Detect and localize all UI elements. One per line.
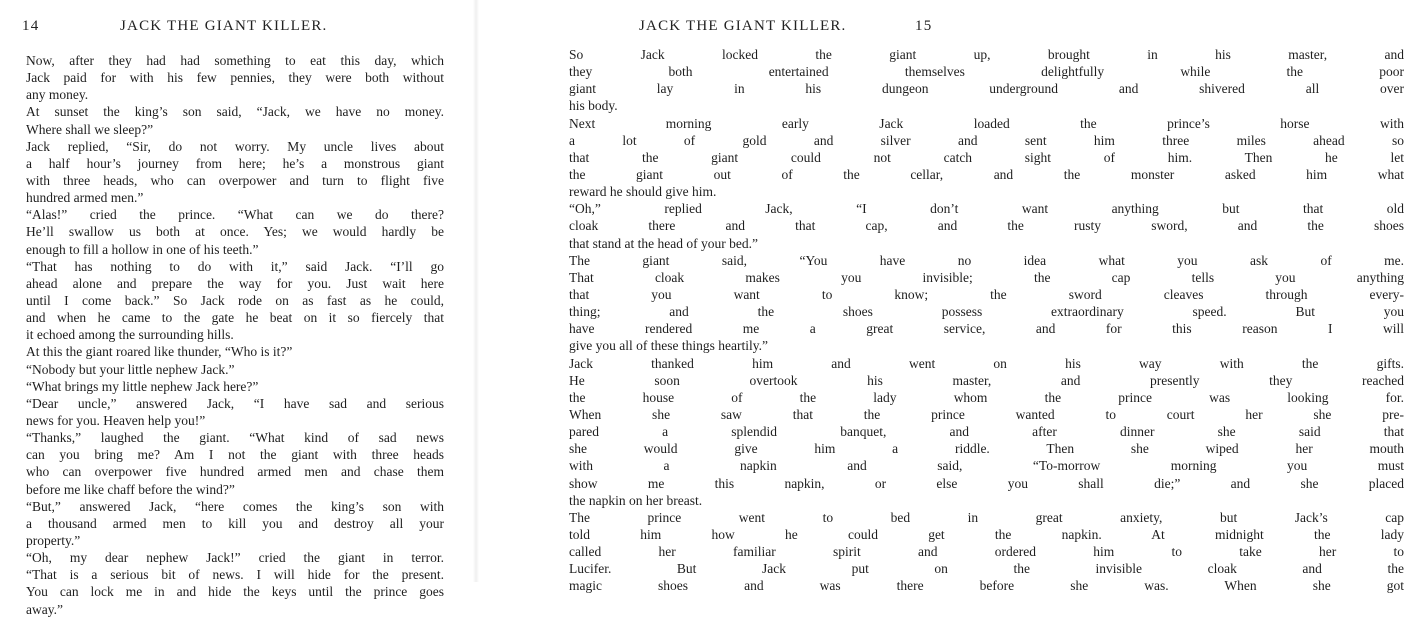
text-line: and when he came to the gate he beat on it so fiercely that	[26, 310, 444, 326]
text-line: called her familiar spirit and ordered him to take her to	[569, 544, 1404, 560]
text-line: Jack paid for with his few pennies, they were both without	[26, 70, 444, 86]
text-line: a half hour’s journey from here; he’s a monstrous giant	[26, 155, 444, 171]
text-line: the napkin on her breast.	[569, 492, 703, 508]
text-line: that stand at the head of your bed.”	[569, 235, 758, 251]
text-line: At this the giant roared like thunder, “Who is it?”	[26, 344, 293, 360]
text-line: “Nobody but your little nephew Jack.”	[26, 361, 235, 377]
text-line: with three heads, who can overpower and turn to flight five	[26, 172, 444, 188]
page-number: 15	[915, 18, 933, 34]
text-line: his body.	[569, 98, 618, 114]
left-page	[0, 0, 476, 617]
text-line: giant lay in his dungeon underground and shivered all over	[569, 81, 1404, 97]
text-line: Next morning early Jack loaded the prince’s horse with	[569, 115, 1404, 131]
text-line: give you all of these things heartily.”	[569, 338, 768, 354]
text-line: it echoed among the surrounding hills.	[26, 327, 234, 343]
text-line: a thousand armed men to kill you and destroy all your	[26, 515, 444, 531]
text-line: He’ll swallow us both at once. Yes; we would hardly be	[26, 224, 444, 240]
text-line: pared a splendid banquet, and after dinner she said that	[569, 424, 1404, 440]
text-line: she would give him a riddle. Then she wiped her mouth	[569, 441, 1404, 457]
text-line: “Alas!” cried the prince. “What can we do there?	[26, 207, 444, 223]
running-head: JACK THE GIANT KILLER.	[120, 18, 328, 34]
text-line: cloak there and that cap, and the rusty sword, and the shoes	[569, 218, 1404, 234]
text-line: “Oh, my dear nephew Jack!” cried the giant in terror.	[26, 550, 444, 566]
text-line: with a napkin and said, “To-morrow morning you must	[569, 458, 1404, 474]
text-line: You can lock me in and hide the keys until the prince goes	[26, 584, 444, 600]
text-line: He soon overtook his master, and presently they reached	[569, 372, 1404, 388]
text-line: news for you. Heaven help you!”	[26, 412, 206, 428]
text-line: “Oh,” replied Jack, “I don’t want anything but that old	[569, 201, 1404, 217]
text-line: until I come back.” So Jack rode on as fast as he could,	[26, 292, 444, 308]
text-line: “But,” answered Jack, “here comes the king’s son with	[26, 498, 444, 514]
text-line: hundred armed men.”	[26, 190, 144, 206]
text-line: who can overpower five hundred armed men and chase them	[26, 464, 444, 480]
text-line: Lucifer. But Jack put on the invisible cloak and the	[569, 561, 1404, 577]
text-line: any money.	[26, 87, 89, 103]
text-line: enough to fill a hollow in one of his teeth.”	[26, 241, 259, 257]
text-line: thing; and the shoes possess extraordinary speed. But you	[569, 304, 1404, 320]
text-line: “What brings my little nephew Jack here?”	[26, 378, 259, 394]
text-line: they both entertained themselves delightfully while the poor	[569, 64, 1404, 80]
text-line: That cloak makes you invisible; the cap tells you anything	[569, 269, 1404, 285]
text-line: the house of the lady whom the prince was looking for.	[569, 389, 1404, 405]
text-line: Jack thanked him and went on his way with the gifts.	[569, 355, 1404, 371]
text-line: have rendered me a great service, and for this reason I will	[569, 321, 1404, 337]
page-text	[569, 46, 1404, 595]
running-head: JACK THE GIANT KILLER.	[639, 18, 847, 34]
text-line: At sunset the king’s son said, “Jack, we have no money.	[26, 104, 444, 120]
text-line: The giant said, “You have no idea what you ask of me.	[569, 252, 1404, 268]
page-number: 14	[22, 18, 40, 34]
text-line: told him how he could get the napkin. At midnight the lady	[569, 526, 1404, 542]
text-line: So Jack locked the giant up, brought in his master, and	[569, 47, 1404, 62]
text-line: When she saw that the prince wanted to court her she pre-	[569, 406, 1404, 422]
text-line: Jack replied, “Sir, do not worry. My uncle lives about	[26, 138, 444, 154]
text-line: property.”	[26, 532, 81, 548]
text-line: that you want to know; the sword cleaves through every-	[569, 286, 1404, 302]
right-page	[476, 0, 1404, 594]
text-line: ahead alone and prepare the way for you. Just wait here	[26, 275, 444, 291]
text-line: that the giant could not catch sight of him. Then he let	[569, 149, 1404, 165]
text-line: The prince went to bed in great anxiety, but Jack’s cap	[569, 509, 1404, 525]
text-line: Now, after they had had something to eat this day, which	[26, 53, 444, 68]
text-line: “That has nothing to do with it,” said Jack. “I’ll go	[26, 258, 444, 274]
text-line: “Thanks,” laughed the giant. “What kind of sad news	[26, 430, 444, 446]
page-text	[26, 52, 444, 618]
text-line: can you bring me? Am I not the giant with three heads	[26, 447, 444, 463]
text-line: Where shall we sleep?”	[26, 121, 154, 137]
text-line: magic shoes and was there before she was. When she got	[569, 578, 1404, 594]
text-line: reward he should give him.	[569, 184, 717, 200]
text-line: before me like chaff before the wind?”	[26, 481, 235, 497]
text-line: “That is a serious bit of news. I will hide for the present.	[26, 567, 444, 583]
text-line: a lot of gold and silver and sent him three miles ahead so	[569, 132, 1404, 148]
text-line: “Dear uncle,” answered Jack, “I have sad and serious	[26, 395, 444, 411]
text-line: the giant out of the cellar, and the monster asked him what	[569, 166, 1404, 182]
text-line: show me this napkin, or else you shall die;” and she placed	[569, 475, 1404, 491]
text-line: away.”	[26, 601, 63, 617]
